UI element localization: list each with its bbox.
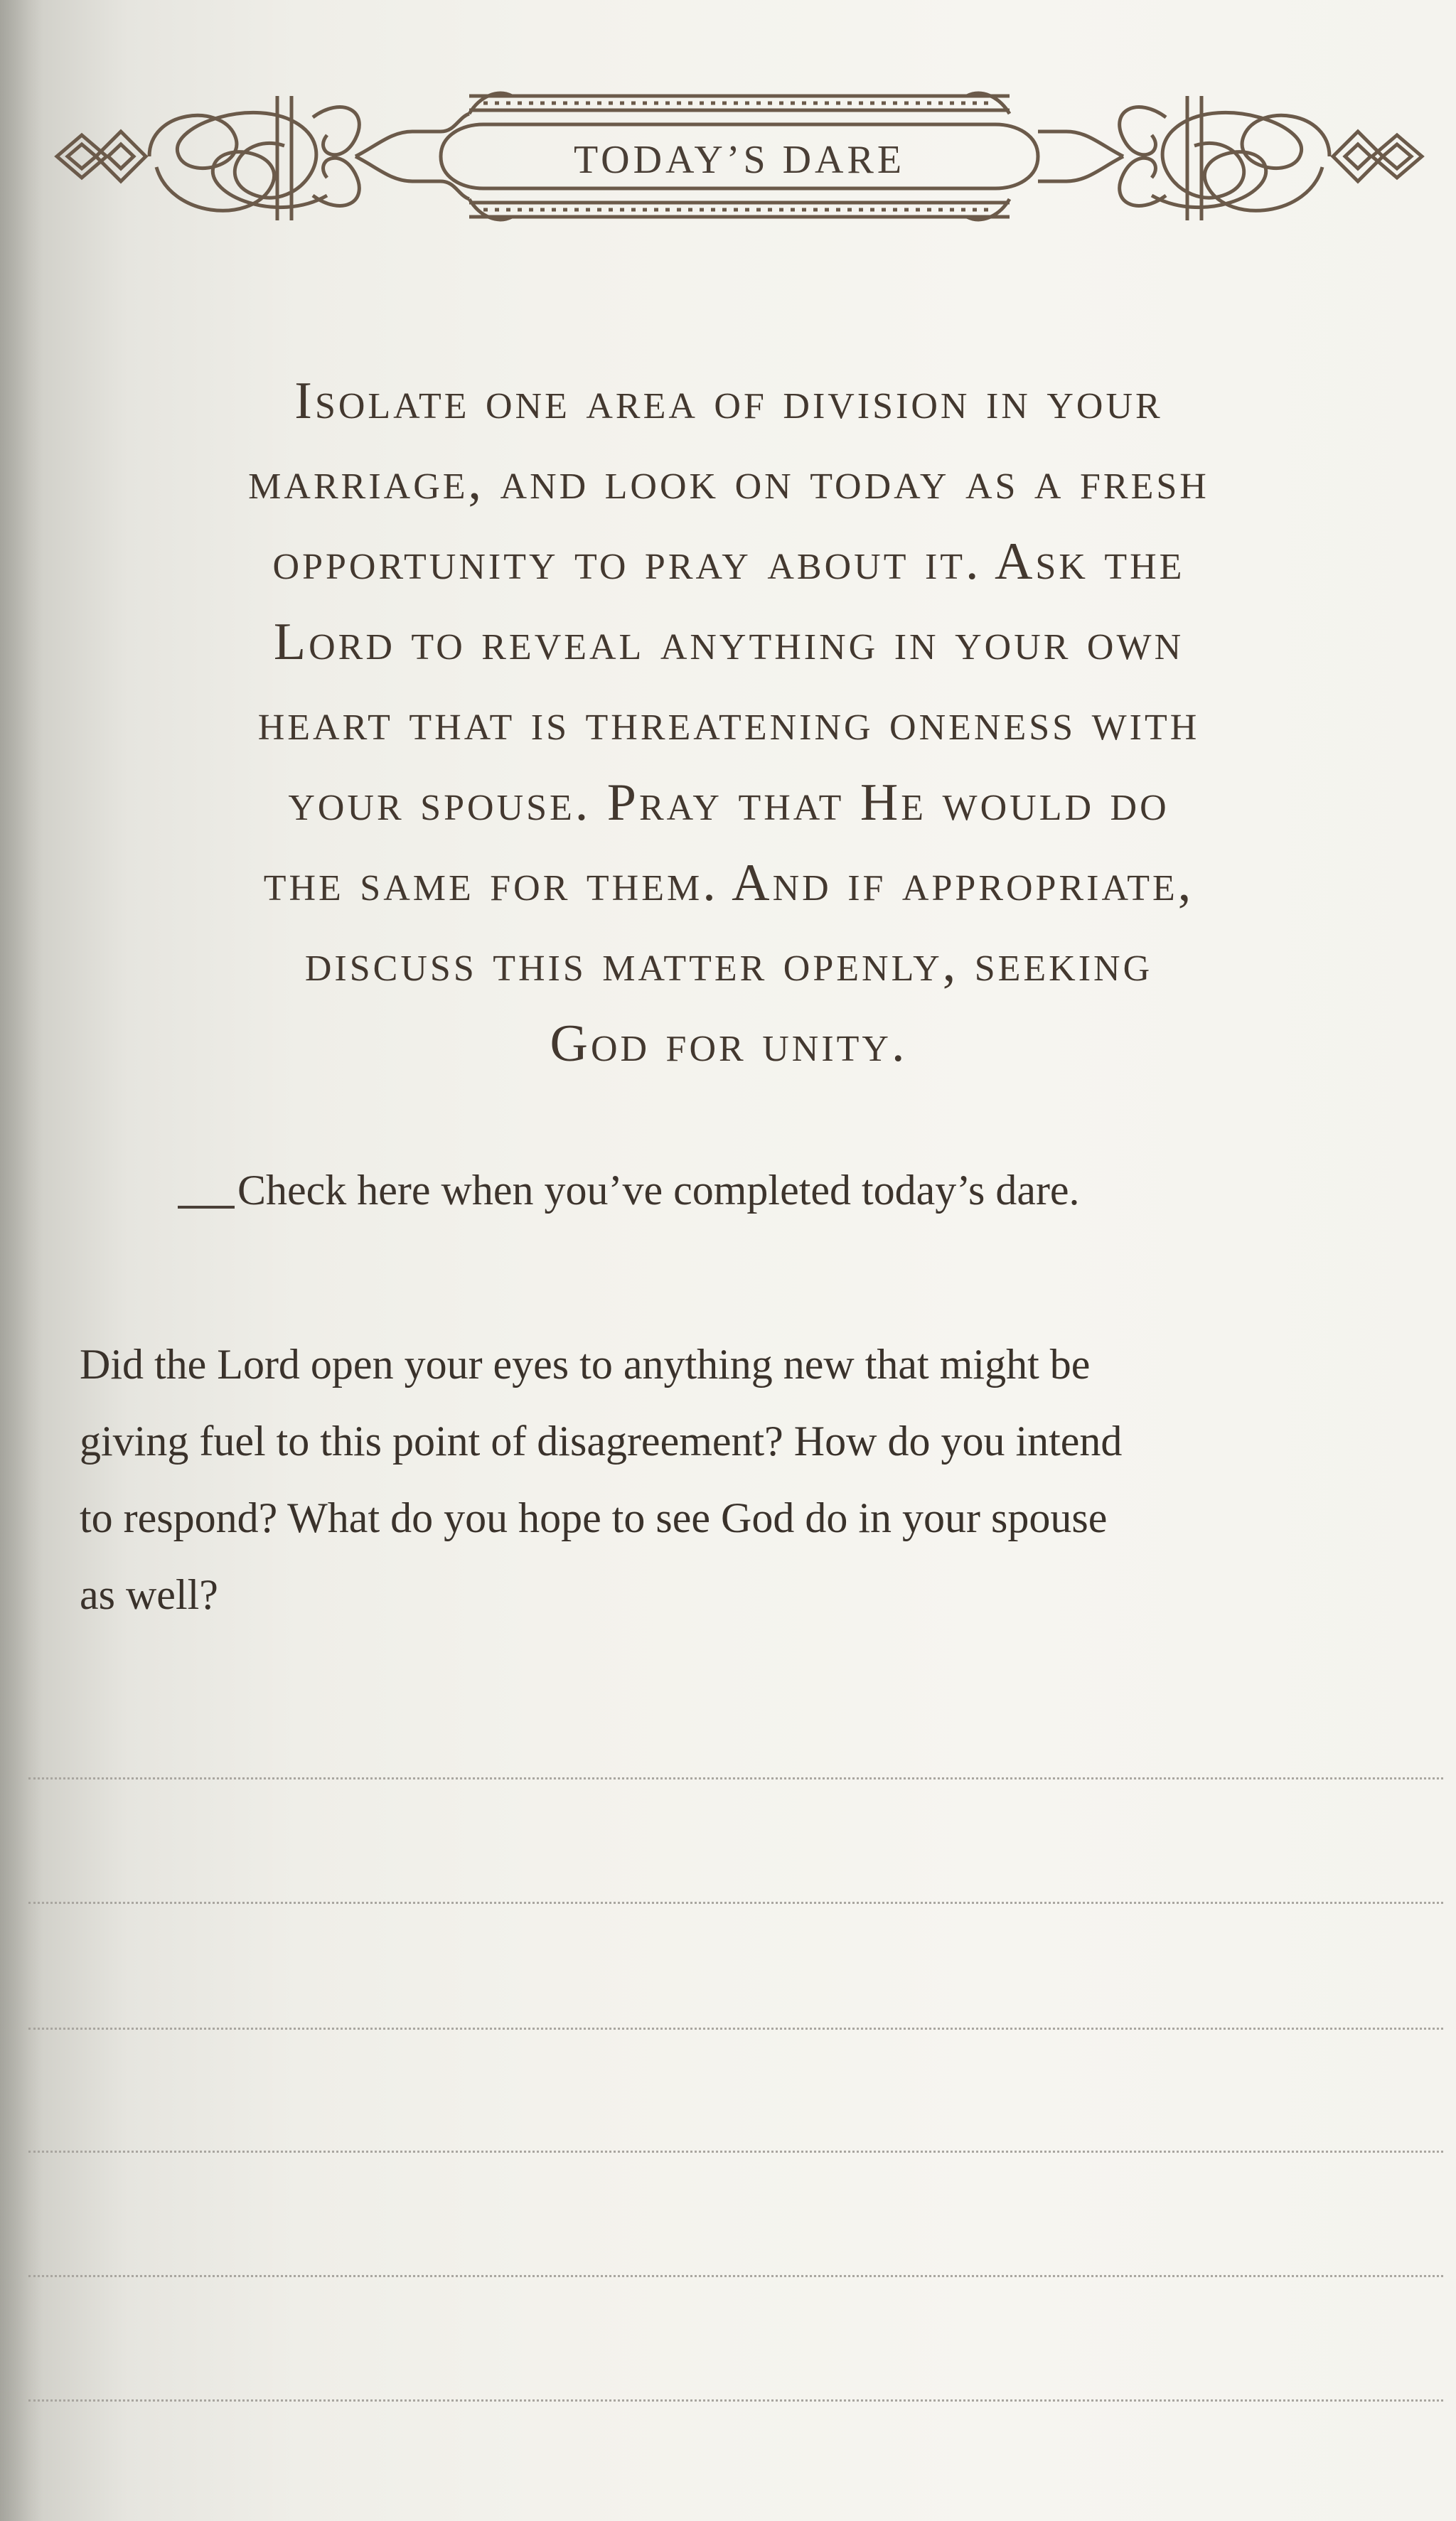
section-title: TODAY’S DARE — [573, 138, 906, 182]
dare-line: God for unity. — [550, 1015, 908, 1073]
writing-line[interactable] — [28, 2028, 1443, 2030]
reflection-prompt — [80, 1326, 1381, 1633]
completion-check-label: Check here when you’ve completed today’s dare. — [237, 1167, 1080, 1214]
writing-line[interactable] — [28, 1777, 1443, 1779]
dare-line: the same for them. And if appropriate, — [263, 854, 1194, 912]
completion-check-row — [178, 1166, 1315, 1215]
dare-line: marriage, and look on today as a fresh — [248, 452, 1209, 510]
dare-line: opportunity to pray about it. Ask the — [272, 532, 1185, 591]
dare-text — [64, 361, 1393, 1084]
header-banner — [43, 68, 1436, 267]
writing-line[interactable] — [28, 2275, 1443, 2277]
writing-line[interactable] — [28, 2399, 1443, 2402]
prompt-line: to respond? What do you hope to see God do in your spouse — [80, 1494, 1108, 1541]
dare-line: discuss this matter openly, seeking — [304, 934, 1153, 992]
completion-checkbox[interactable] — [178, 1184, 235, 1209]
dare-line: heart that is threatening oneness with — [257, 693, 1200, 751]
writing-line[interactable] — [28, 1902, 1443, 1904]
dare-line: Isolate one area of division in your — [294, 372, 1163, 430]
prompt-line: giving fuel to this point of disagreement? How do you intend — [80, 1418, 1123, 1465]
dare-line: your spouse. Pray that He would do — [288, 774, 1169, 832]
prompt-line: Did the Lord open your eyes to anything new that might be — [80, 1341, 1091, 1388]
dare-line: Lord to reveal anything in your own — [273, 613, 1184, 671]
prompt-line: as well? — [80, 1571, 218, 1618]
writing-line[interactable] — [28, 2151, 1443, 2153]
